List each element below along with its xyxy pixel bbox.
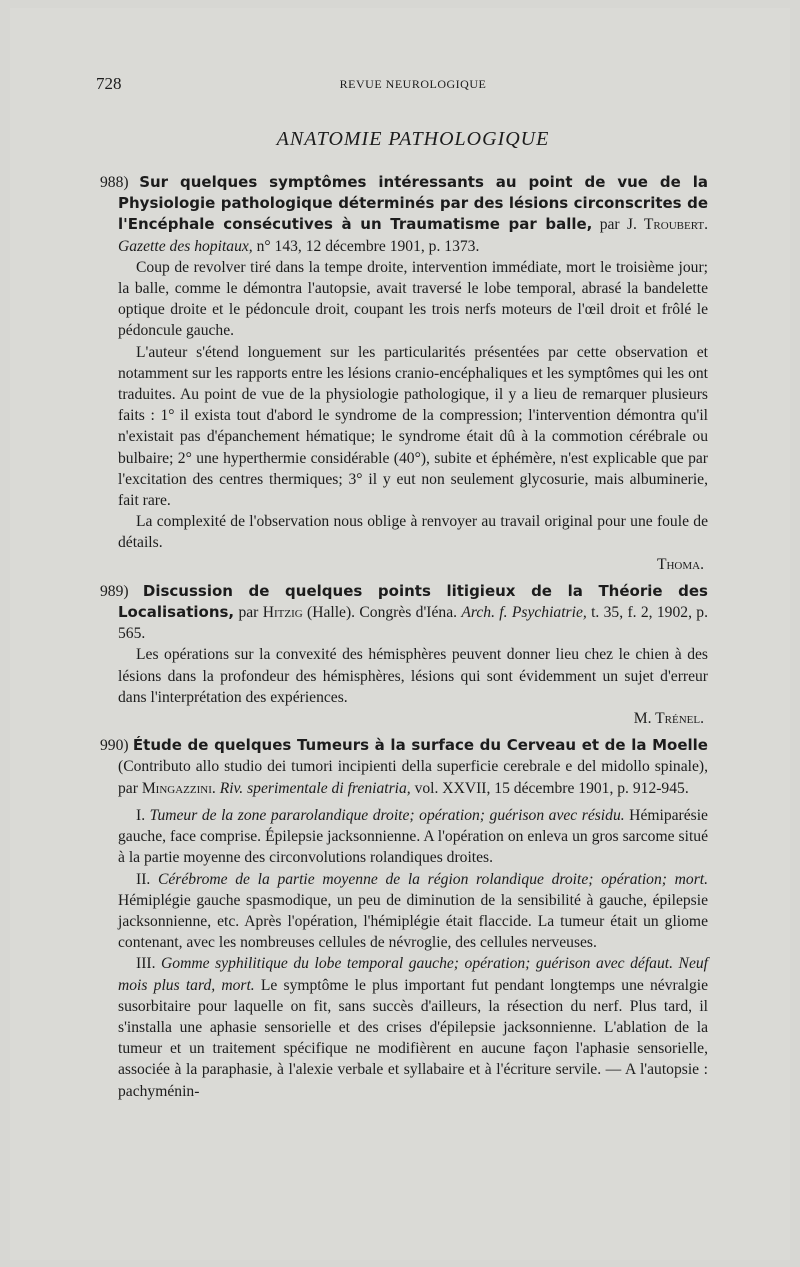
reference-details: n° 143, 12 décembre 1901, p. 1373.: [252, 237, 480, 255]
entry-number: 988): [100, 174, 129, 191]
article-title: Sur quelques symptômes intéressants au point de vue de la Physiologie pathologique déterminés par des lésions circonscrites de l'Encéphale consécutives à un Traumatisme par balle,: [118, 173, 708, 234]
case-paragraph: [118, 869, 708, 954]
author-name: Mingazzini.: [141, 779, 216, 797]
case-heading: Gomme syphilitique du lobe temporal gauche; opération; guérison avec défaut. Neuf mois plus tard, mort.: [118, 955, 708, 994]
journal-name: Arch. f. Psychiatrie,: [461, 604, 587, 622]
journal-name: Riv. sperimentale di freniatria,: [219, 779, 411, 797]
case-label: II.: [136, 870, 151, 888]
article-title: Discussion de quelques points litigieux de la Théorie des Localisations,: [118, 581, 708, 622]
reference-text: (Contributo allo studio dei tumori incipienti della superficie cerebrale e del midollo spinale), par: [118, 758, 708, 797]
reference-text: par: [234, 604, 263, 622]
running-header: [96, 74, 708, 98]
reviewer-signature: M. Trénel.: [633, 710, 704, 728]
case-text: Hémiparésie gauche, face comprise. Épilepsie jacksonnienne. A l'opération on enleva un gros sarcome situé à la partie moyenne des circonvolutions rolandiques droites.: [118, 806, 708, 867]
abstract-heading-990: [100, 735, 708, 799]
reference-text: (Halle). Congrès d'Iéna.: [302, 604, 462, 622]
journal-running-title: REVUE NEUROLOGIQUE: [339, 77, 487, 91]
case-label: I.: [136, 806, 146, 824]
reference-text: par: [592, 216, 620, 234]
case-text: Hémiplégie gauche spasmodique, un peu de diminution de la sensibilité à gauche, épilepsie jacksonnienne, etc. Après l'opération, l'hémiplégie était flaccide. La tumeur était un gliome contenant, avec les nombreuses cellules de névroglie, des cellules nerveuses.: [118, 891, 708, 952]
entry-number: 989): [100, 582, 129, 600]
case-heading: Tumeur de la zone pararolandique droite; opération; guérison avec résidu.: [149, 806, 625, 824]
case-label: III.: [136, 955, 156, 973]
reviewer-signature: Thoma.: [656, 555, 704, 573]
reference-details: t. 35, f. 2, 1902, p. 565.: [118, 604, 708, 643]
author-name: J. Troubert.: [626, 216, 709, 234]
article-title: Étude de quelques Tumeurs à la surface du Cerveau et de la Moelle: [132, 736, 708, 755]
journal-name: Gazette des hopitaux,: [118, 237, 253, 255]
page-number: 728: [96, 74, 122, 93]
abstract-heading-989: [100, 581, 708, 645]
paragraph: Coup de revolver tiré dans la tempe droite, intervention immédiate, mort le troisième jour; la balle, comme le démontra l'autopsie, avait traversé le lobe temporal, abrasé la bandelette optique droite et le pédoncule droit, coupant les trois nerfs moteurs de l'œil droit et frôlé le pédoncule gauche.: [118, 258, 708, 340]
case-paragraph: [118, 805, 708, 869]
paragraph: Les opérations sur la convexité des hémisphères peuvent donner lieu chez le chien à des lésions dans la profondeur des hémisphères, lésions qui sont évidemment un sujet d'erreur dans l'interprétation des expériences.: [118, 646, 708, 706]
abstract-heading-988: [100, 172, 709, 257]
paragraph: La complexité de l'observation nous oblige à renvoyer au travail original pour une foule de détails.: [118, 513, 708, 552]
entry-number: 990): [100, 737, 129, 755]
author-name: Hitzig: [262, 604, 303, 622]
paragraph: L'auteur s'étend longuement sur les particularités présentées par cette observation et notamment sur les rapports entre les lésions cranio-encéphaliques et les symptômes qui les ont traduites. Au point de vue de la physiologie pathologique, il y a lieu de remarquer plusieurs faits : 1° il exista tout d'abord le syndrome de la compression; l'intervention démontra qu'il n'existait pas d'épanchement hématique; le syndrome était dû à la commotion cérébrale ou bulbaire; 2° une hyperthermie considérable (40°), subite et éphémère, n'est explicable que par l'excitation des centres thermiques; 3° il y eut non seulement glycosurie, mais albuminerie, fait rare.: [118, 343, 708, 510]
reference-details: vol. XXVII, 15 décembre 1901, p. 912-945.: [410, 779, 689, 797]
text-column: [100, 172, 709, 1102]
section-title: ANATOMIE PATHOLOGIQUE: [276, 128, 550, 150]
case-heading: Cérébrome de la partie moyenne de la région rolandique droite; opération; mort.: [157, 870, 708, 888]
case-paragraph: [118, 953, 708, 1101]
case-text: Le symptôme le plus important fut pendant longtemps une névralgie susorbitaire pour laquelle on fit, sans succès d'ailleurs, la résection du nerf. Plus tard, il s'installa une aphasie sensorielle et des crises d'épilepsie jacksonnienne. L'ablation de la tumeur et un traitement spécifique ne modifièrent en aucune façon l'aphasie sensorielle, associée à la paraphasie, à l'alexie verbale et syllabaire et à l'écriture servile. — A l'autopsie : pachyménin-: [118, 976, 709, 1100]
